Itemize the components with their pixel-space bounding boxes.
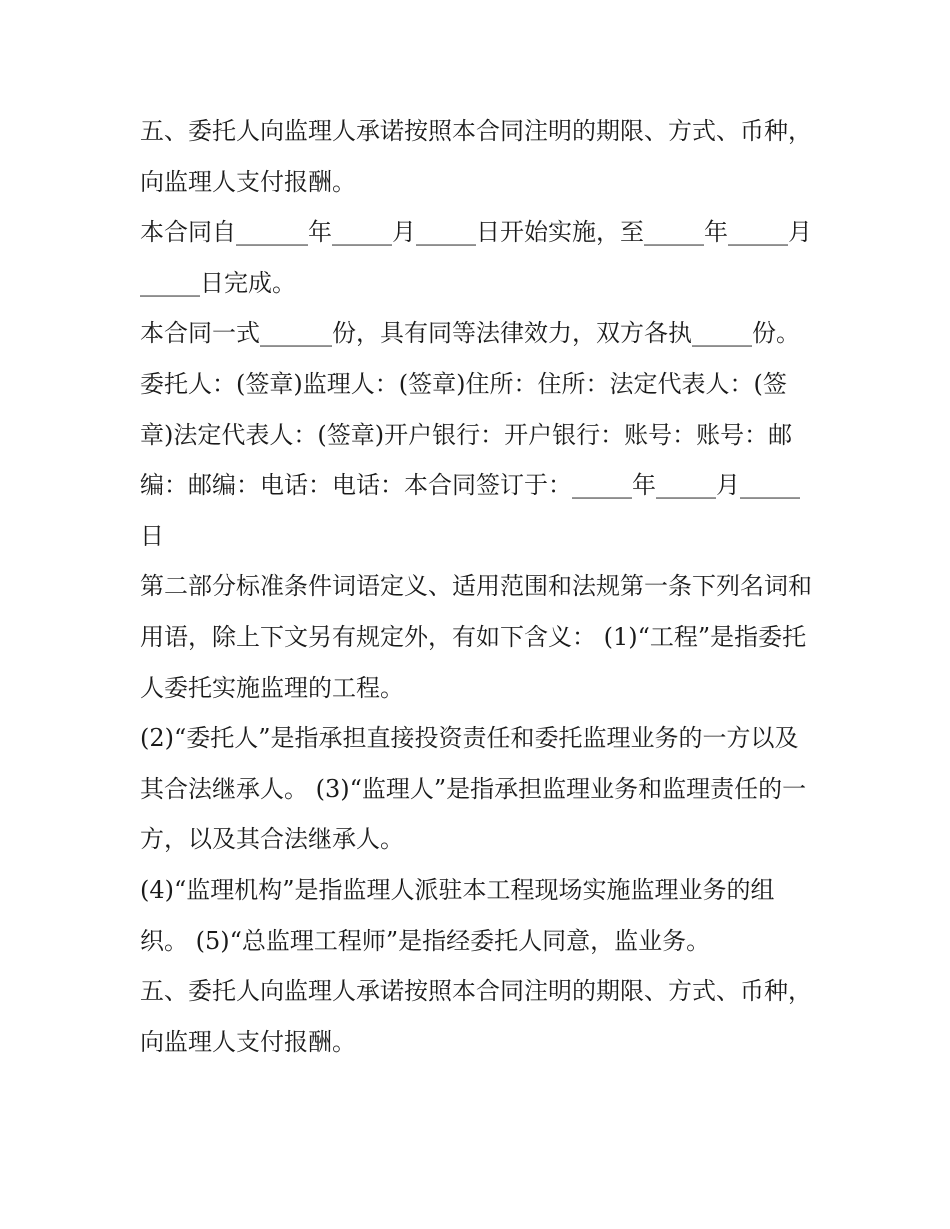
paragraph-definitions-agency: (4)“监理机构”是指监理人派驻本工程现场实施监理业务的组织。 (5)“总监理工程师”是指经委托人同意，监业务。 [140, 875, 775, 955]
paragraph-payment-commitment: 五、委托人向监理人承诺按照本合同注明的期限、方式、币种，向监理人支付报酬。 [140, 117, 812, 196]
paragraph-definitions-parties: (2)“委托人”是指承担直接投资责任和委托监理业务的一方以及其合法继承人。 (3)“监理人”是指承担监理业务和监理责任的一方，以及其合法继承人。 [140, 724, 807, 854]
paragraph-signature-block: 委托人：(签章)监理人：(签章)住所：住所：法定代表人：(签章)法定代表人：(签章)开户银行：开户银行：账号：账号：邮编：邮编：电话：电话：本合同签订于：_____年_____月_____日 [140, 369, 800, 550]
paragraph-contract-term: 本合同自______年_____月_____日开始实施，至_____年_____月_____日完成。 [140, 218, 812, 297]
paragraph-payment-commitment-repeat: 五、委托人向监理人承诺按照本合同注明的期限、方式、币种，向监理人支付报酬。 [140, 977, 812, 1056]
paragraph-definitions-intro: 第二部分标准条件词语定义、适用范围和法规第一条下列名词和用语，除上下文另有规定外，有如下含义： (1)“工程”是指委托人委托实施监理的工程。 [140, 572, 812, 702]
paragraph-copies: 本合同一式______份，具有同等法律效力，双方各执_____份。 [140, 319, 800, 348]
document-body [140, 106, 820, 1067]
